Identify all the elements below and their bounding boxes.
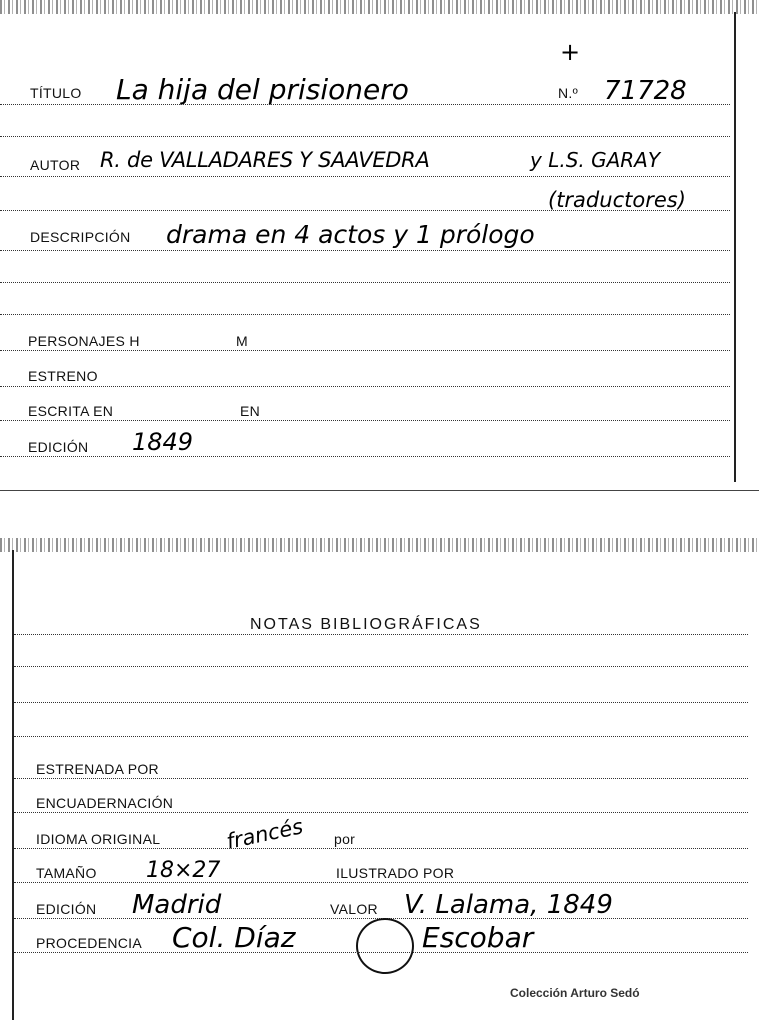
rule xyxy=(0,250,730,251)
autor-label: AUTOR xyxy=(30,157,81,173)
rule xyxy=(14,778,748,779)
autor-note: (traductores) xyxy=(548,188,686,212)
edicion-value: Madrid xyxy=(132,890,222,920)
corner-mark: + xyxy=(560,38,581,66)
personajes-label: PERSONAJES H xyxy=(28,333,140,349)
card-edge xyxy=(0,538,759,552)
catalog-card-front xyxy=(0,0,759,494)
estrenada-label: ESTRENADA POR xyxy=(36,761,159,777)
por-label: por xyxy=(334,831,356,847)
rule xyxy=(0,386,730,387)
edicion-label: EDICIÓN xyxy=(28,439,89,455)
personajes-m-label: M xyxy=(236,333,248,349)
rule xyxy=(14,736,748,737)
rule xyxy=(0,350,730,351)
catalog-card-back xyxy=(0,538,759,1028)
rule xyxy=(14,848,748,849)
rule xyxy=(0,104,730,105)
collection-credit: Colección Arturo Sedó xyxy=(510,986,640,1000)
rule xyxy=(0,420,730,421)
escrita-en-label: EN xyxy=(240,403,261,419)
rule xyxy=(0,456,730,457)
idioma-label: IDIOMA ORIGINAL xyxy=(36,831,161,847)
procedencia-value: Col. Díaz xyxy=(172,921,296,954)
titulo-label: TÍTULO xyxy=(30,85,82,101)
ilustrado-label: ILUSTRADO POR xyxy=(336,865,455,881)
card-edge xyxy=(0,0,759,14)
numero-label: N.º xyxy=(558,85,579,101)
rule xyxy=(14,952,748,953)
rule xyxy=(14,882,748,883)
ink-stamp xyxy=(356,918,414,974)
estreno-label: ESTRENO xyxy=(28,368,98,384)
rule xyxy=(14,634,748,635)
encuadernacion-label: ENCUADERNACIÓN xyxy=(36,795,174,811)
rule xyxy=(0,210,730,211)
idioma-value: francés xyxy=(224,814,306,854)
numero-value: 71728 xyxy=(604,76,687,106)
rule xyxy=(14,812,748,813)
card-right-border xyxy=(734,12,736,482)
tamano-value: 18×27 xyxy=(146,858,221,883)
descripcion-label: DESCRIPCIÓN xyxy=(30,229,131,245)
autor-value-2: y L.S. GARAY xyxy=(530,148,661,172)
tamano-label: TAMAÑO xyxy=(36,865,97,881)
descripcion-value: drama en 4 actos y 1 prólogo xyxy=(166,220,535,249)
procedencia-label: PROCEDENCIA xyxy=(36,935,142,951)
valor-label: VALOR xyxy=(330,901,378,917)
rule xyxy=(0,282,730,283)
rule xyxy=(14,702,748,703)
edicion-label: EDICIÓN xyxy=(36,901,97,917)
rule xyxy=(0,136,730,137)
escrita-label: ESCRITA EN xyxy=(28,403,114,419)
card-bottom-edge xyxy=(0,490,759,491)
rule xyxy=(0,176,730,177)
autor-value: R. de VALLADARES Y SAAVEDRA xyxy=(100,148,430,172)
notes-title: NOTAS BIBLIOGRÁFICAS xyxy=(250,616,482,633)
rule xyxy=(0,314,730,315)
procedencia-value-2: Escobar xyxy=(422,921,534,954)
rule xyxy=(14,666,748,667)
edicion-value: 1849 xyxy=(132,428,194,456)
card-left-border xyxy=(12,550,14,1020)
valor-value: V. Lalama, 1849 xyxy=(404,890,613,920)
titulo-value: La hija del prisionero xyxy=(116,73,409,106)
